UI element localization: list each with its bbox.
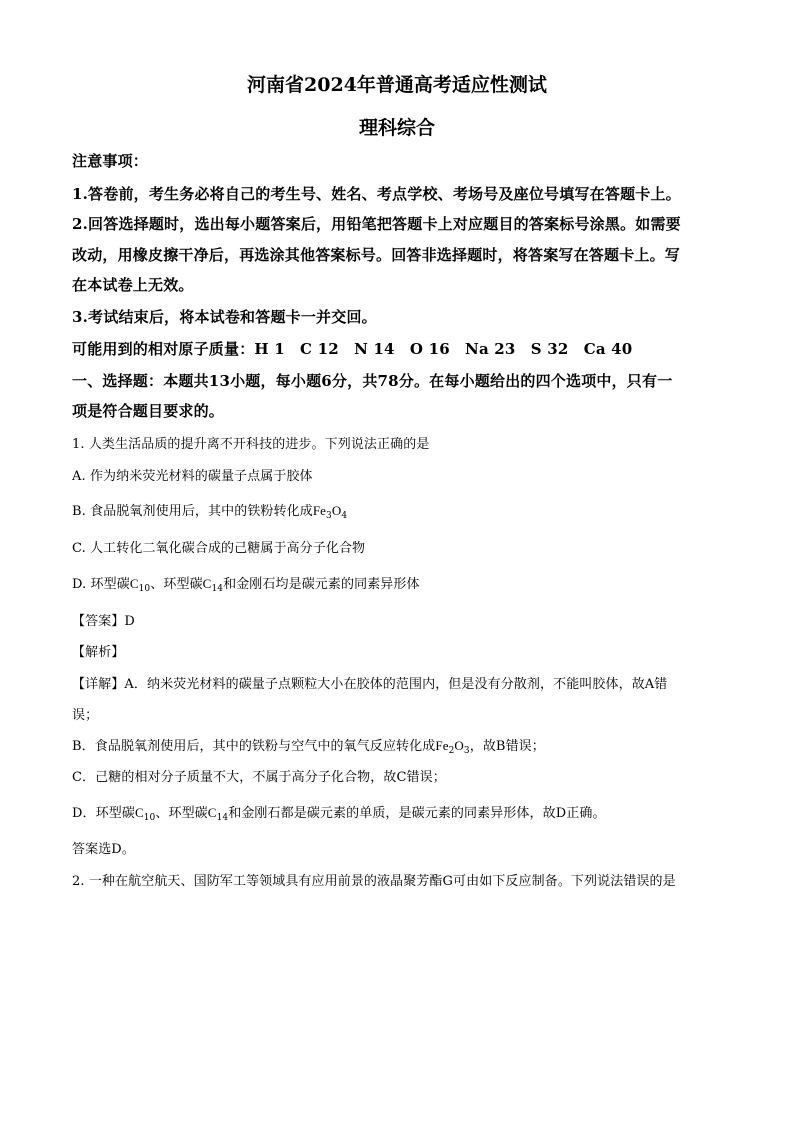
- detail-b: [72, 735, 545, 754]
- detail-d-mid: 、环型碳: [155, 806, 208, 821]
- chem-sub-2: 2: [448, 746, 455, 756]
- chem-sub-4: 4: [341, 511, 348, 521]
- notice-item-2-line-2: 改动，用橡皮擦干净后，再选涂其他答案标号。回答非选择题时，将答案写在答题卡上。写: [72, 246, 681, 264]
- detail-a-line-2: 误；: [72, 708, 99, 723]
- chem-fe: Fe: [435, 738, 449, 753]
- question-1-option-a: A. 作为纳米荧光材料的碳量子点属于胶体: [72, 469, 313, 484]
- chem-c: C: [134, 805, 144, 820]
- detail-c: C．己糖的相对分子质量不大，不属于高分子化合物，故C错误；: [72, 770, 446, 785]
- detail-d: [72, 802, 606, 821]
- option-d-prefix: D. 环型碳: [72, 577, 130, 592]
- atomic-mass-line: 可能用到的相对原子质量：H 1 C 12 N 14 O 16 Na 23 S 32 Ca 40: [72, 340, 633, 358]
- exam-subtitle: 理科综合: [358, 117, 435, 139]
- notice-item-2-line-3: 在本试卷上无效。: [72, 276, 194, 294]
- conclusion-line: 答案选D。: [72, 842, 135, 857]
- question-1-option-d: [72, 573, 420, 592]
- chem-o: O: [454, 738, 464, 753]
- question-1-option-c: C. 人工转化二氧化碳合成的己糖属于高分子化合物: [72, 541, 366, 556]
- chem-o: O: [331, 503, 342, 518]
- chem-fe: Fe: [312, 503, 327, 518]
- chem-c: C: [129, 576, 139, 591]
- chem-sub-3: 3: [463, 746, 470, 756]
- exam-title: 河南省2024年普通高考适应性测试: [247, 74, 547, 96]
- notice-item-3: 3.考试结束后，将本试卷和答题卡一并交回。: [72, 308, 377, 326]
- question-2-stem: 2. 一种在航空航天、国防军工等领域具有应用前景的液晶聚芳酯G可由如下反应制备。下列说法错误的是: [72, 874, 676, 889]
- chem-sub-14: 14: [211, 584, 224, 594]
- question-1-option-b: [72, 500, 347, 519]
- detail-d-prefix: D．环型碳: [72, 806, 135, 821]
- notice-item-1: 1.答卷前，考生务必将自己的考生号、姓名、考点学校、考场号及座位号填写在答题卡上。: [72, 185, 681, 203]
- chem-sub-3: 3: [326, 511, 332, 521]
- option-b-text: B. 食品脱氧剂使用后，其中的铁粉转化成: [72, 504, 313, 519]
- notice-heading: 注意事项：: [72, 152, 149, 170]
- detail-b-text: B．食品脱氧剂使用后，其中的铁粉与空气中的氧气反应转化成: [72, 739, 436, 754]
- analysis-heading: 【解析】: [72, 645, 125, 660]
- chem-c: C: [202, 576, 212, 591]
- question-1-stem: 1. 人类生活品质的提升离不开科技的进步。下列说法正确的是: [72, 437, 430, 452]
- section-1-line-1: 一、选择题：本题共13小题，每小题6分，共78分。在每小题给出的四个选项中，只有一: [72, 372, 673, 390]
- chem-sub-10: 10: [138, 584, 151, 594]
- detail-b-suffix: ，故B错误；: [469, 739, 545, 754]
- chem-sub-14: 14: [216, 813, 229, 823]
- detail-a-line-1: 【详解】A．纳米荧光材料的碳量子点颗粒大小在胶体的范围内，但是没有分散剂，不能叫胶体，故A错: [72, 677, 668, 692]
- notice-item-2-line-1: 2.回答选择题时，选出每小题答案后，用铅笔把答题卡上对应题目的答案标号涂黑。如需要: [72, 215, 681, 233]
- chem-sub-10: 10: [143, 813, 156, 823]
- option-d-suffix: 和金刚石均是碳元素的同素异形体: [223, 577, 420, 592]
- detail-d-suffix: 和金刚石都是碳元素的单质，是碳元素的同素异形体，故D正确。: [228, 806, 606, 821]
- answer-line: 【答案】D: [72, 614, 135, 629]
- chem-c: C: [207, 805, 217, 820]
- option-d-mid: 、环型碳: [150, 577, 203, 592]
- section-1-line-2: 项是符合题目要求的。: [72, 402, 225, 420]
